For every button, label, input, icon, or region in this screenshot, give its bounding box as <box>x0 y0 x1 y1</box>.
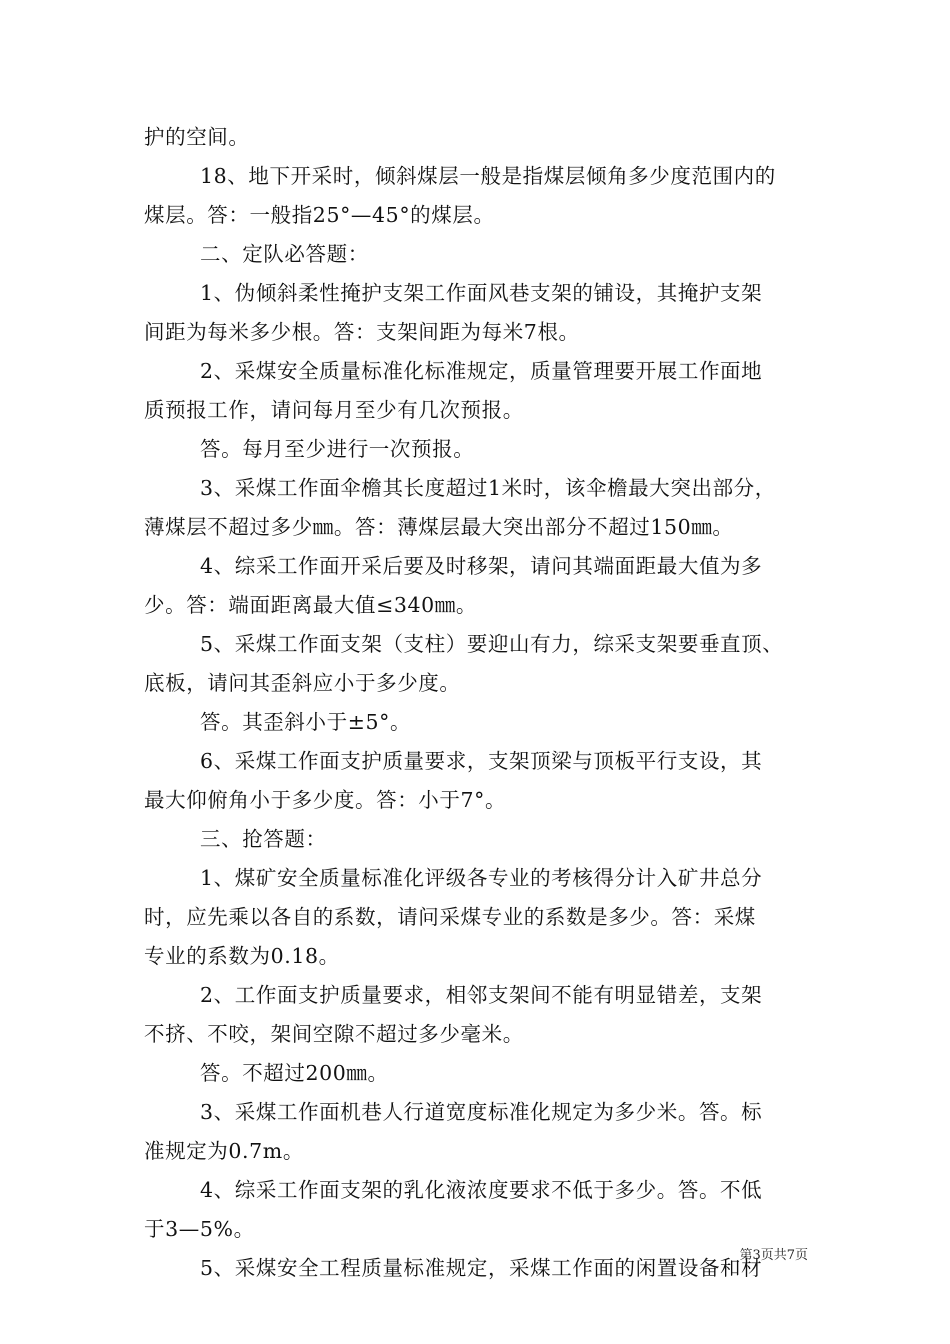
section-heading: 三、抢答题： <box>200 827 327 851</box>
text-line: 答。不超过200㎜。 <box>200 1061 389 1085</box>
text-line: 答。每月至少进行一次预报。 <box>200 437 475 461</box>
text-line: 答。其歪斜小于±5°。 <box>200 710 412 734</box>
text-line: 1、煤矿安全质量标准化评级各专业的考核得分计入矿井总分 <box>200 866 763 890</box>
text-line: 于3—5%。 <box>144 1217 255 1241</box>
text-line: 煤层。答：一般指25°—45°的煤层。 <box>144 203 495 227</box>
text-line: 间距为每米多少根。答：支架间距为每米7根。 <box>144 320 580 344</box>
text-line: 18、地下开采时，倾斜煤层一般是指煤层倾角多少度范围内的 <box>200 164 776 188</box>
text-line: 少。答：端面距离最大值≤340㎜。 <box>144 593 478 617</box>
text-line: 时，应先乘以各自的系数，请问采煤专业的系数是多少。答：采煤 <box>144 905 756 929</box>
text-line: 3、采煤工作面机巷人行道宽度标准化规定为多少米。答。标 <box>200 1100 763 1124</box>
text-line: 6、采煤工作面支护质量要求，支架顶梁与顶板平行支设，其 <box>200 749 763 773</box>
page-number: 第3页共7页 <box>739 1248 808 1263</box>
document-body <box>144 118 810 1288</box>
section-heading: 二、定队必答题： <box>200 242 369 266</box>
text-line: 5、采煤工作面支架（支柱）要迎山有力，综采支架要垂直顶、 <box>200 632 784 656</box>
text-line: 不挤、不咬，架间空隙不超过多少毫米。 <box>144 1022 524 1046</box>
text-line: 5、采煤安全工程质量标准规定，采煤工作面的闲置设备和材 <box>200 1256 763 1280</box>
text-line: 质预报工作，请问每月至少有几次预报。 <box>144 398 524 422</box>
text-line: 1、伪倾斜柔性掩护支架工作面风巷支架的铺设，其掩护支架 <box>200 281 763 305</box>
text-line: 最大仰俯角小于多少度。答：小于7°。 <box>144 788 507 812</box>
text-line: 底板，请问其歪斜应小于多少度。 <box>144 671 461 695</box>
text-line: 4、综采工作面支架的乳化液浓度要求不低于多少。答。不低 <box>200 1178 763 1202</box>
text-line: 2、工作面支护质量要求，相邻支架间不能有明显错差，支架 <box>200 983 763 1007</box>
text-line: 2、采煤安全质量标准化标准规定，质量管理要开展工作面地 <box>200 359 763 383</box>
text-line: 4、综采工作面开采后要及时移架，请问其端面距最大值为多 <box>200 554 763 578</box>
text-line: 护的空间。 <box>144 125 250 149</box>
text-line: 专业的系数为0.18。 <box>144 944 340 968</box>
text-line: 3、采煤工作面伞檐其长度超过1米时，该伞檐最大突出部分， <box>200 476 776 500</box>
text-line: 准规定为0.7m。 <box>144 1139 304 1163</box>
text-line: 薄煤层不超过多少㎜。答：薄煤层最大突出部分不超过150㎜。 <box>144 515 734 539</box>
